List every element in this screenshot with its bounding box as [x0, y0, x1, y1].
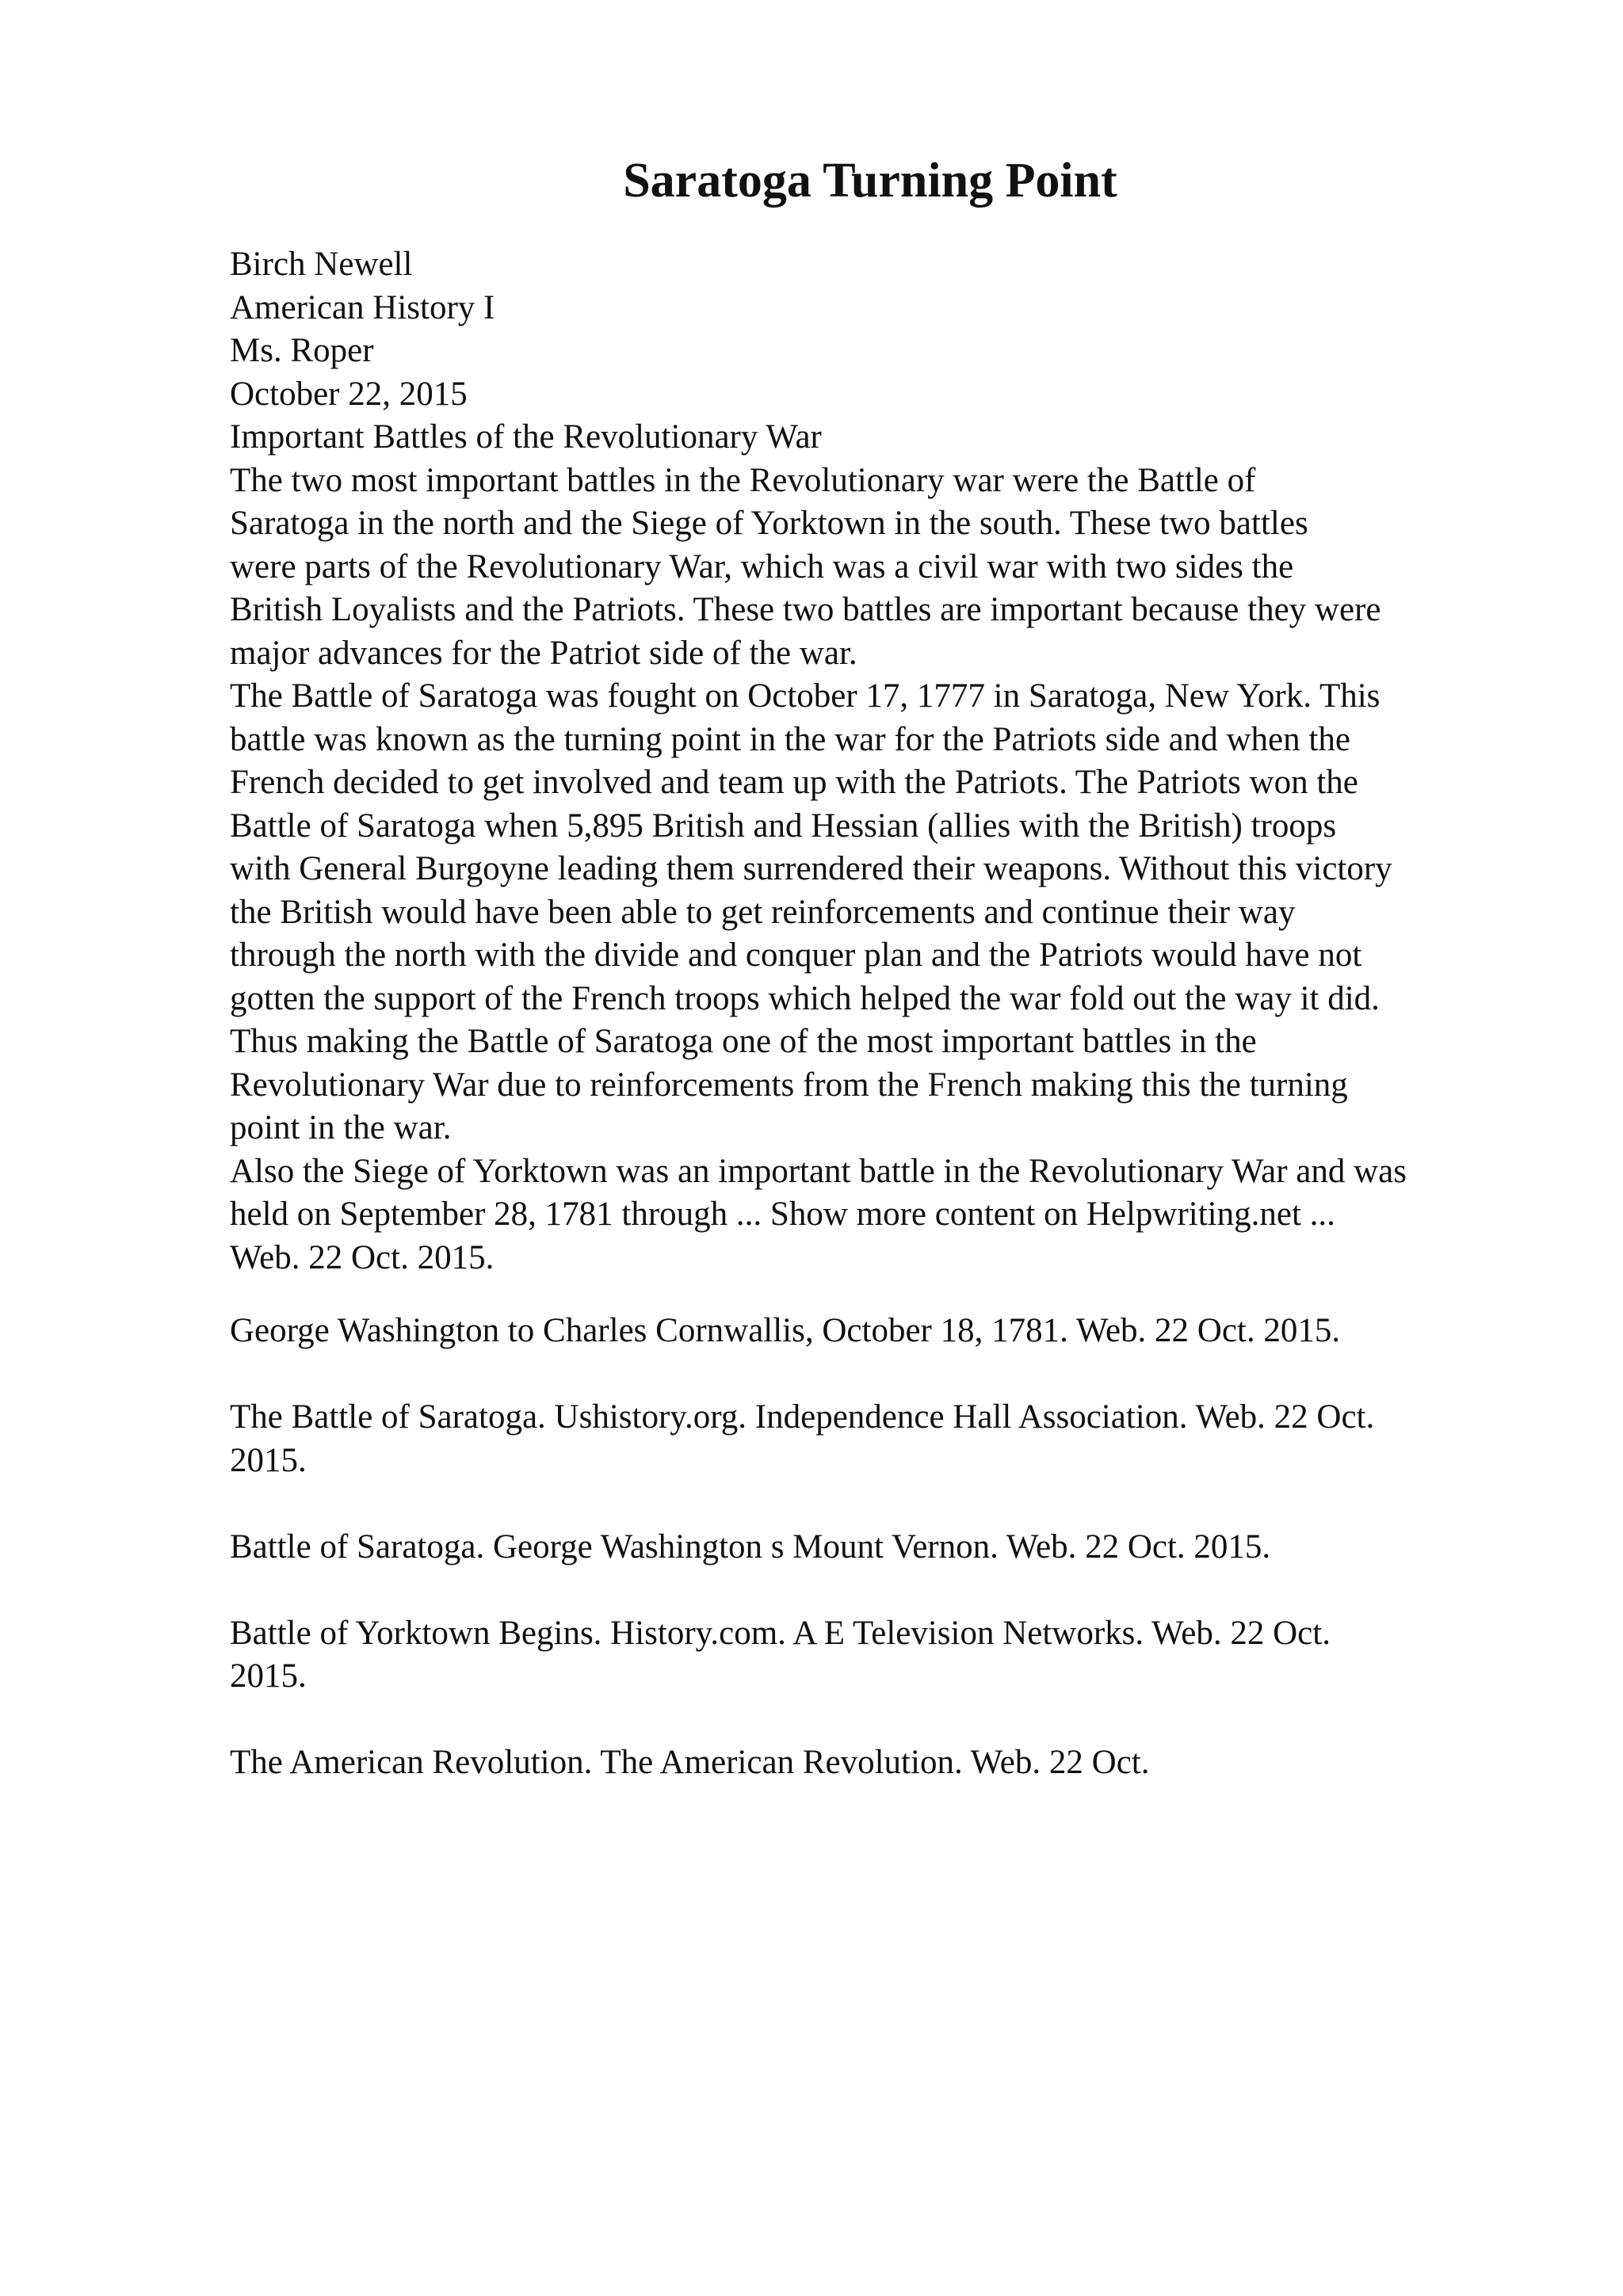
body-line: French decided to get involved and team up with the Patriots. The Patriots won the	[230, 764, 1358, 801]
reference-entry	[230, 1612, 1529, 1699]
reference-entry	[230, 1741, 1529, 1785]
reference-entry	[230, 1396, 1529, 1482]
essay-heading: Important Battles of the Revolutionary War	[230, 418, 822, 456]
reference-line: The Battle of Saratoga. Ushistory.org. Independence Hall Association. Web. 22 Oct.	[230, 1398, 1375, 1436]
body-line: Battle of Saratoga when 5,895 British and Hessian (allies with the British) troops	[230, 807, 1337, 845]
author-name: Birch Newell	[230, 246, 413, 283]
body-line: with General Burgoyne leading them surrendered their weapons. Without this victory	[230, 850, 1392, 887]
document-date: October 22, 2015	[230, 375, 468, 413]
course-name: American History I	[230, 288, 495, 326]
body-line: gotten the support of the French troops which helped the war fold out the way it did.	[230, 979, 1380, 1017]
references-list	[230, 1310, 1529, 1828]
body-line: The Battle of Saratoga was fought on October 17, 1777 in Saratoga, New York. This	[230, 677, 1381, 715]
body-line: The two most important battles in the Revolutionary war were the Battle of	[230, 461, 1256, 499]
reference-line: 2015.	[230, 1441, 307, 1479]
body-line: Revolutionary War due to reinforcements from the French making this the turning	[230, 1066, 1348, 1104]
body-line: held on September 28, 1781 through ... Show more content on Helpwriting.net ...	[230, 1196, 1335, 1233]
body-line: Web. 22 Oct. 2015.	[230, 1238, 495, 1276]
body-line: Thus making the Battle of Saratoga one of the most important battles in the	[230, 1023, 1257, 1060]
reference-entry	[230, 1310, 1529, 1353]
reference-line: Battle of Yorktown Begins. History.com. A E Television Networks. Web. 22 Oct.	[230, 1614, 1331, 1652]
reference-line: The American Revolution. The American Revolution. Web. 22 Oct.	[230, 1744, 1150, 1781]
body-line: through the north with the divide and conquer plan and the Patriots would have not	[230, 936, 1362, 974]
reference-entry	[230, 1526, 1529, 1569]
body-line: major advances for the Patriot side of the war.	[230, 634, 857, 672]
body-line: Also the Siege of Yorktown was an important battle in the Revolutionary War and was	[230, 1152, 1407, 1190]
document-title: Saratoga Turning Point	[623, 154, 1117, 208]
document-body	[230, 243, 1529, 1280]
teacher-name: Ms. Roper	[230, 332, 374, 369]
body-line: Saratoga in the north and the Siege of Yorktown in the south. These two battles	[230, 505, 1308, 542]
body-line: battle was known as the turning point in the war for the Patriots side and when the	[230, 720, 1350, 758]
reference-line: George Washington to Charles Cornwallis, October 18, 1781. Web. 22 Oct. 2015.	[230, 1312, 1341, 1349]
reference-line: Battle of Saratoga. George Washington s Mount Vernon. Web. 22 Oct. 2015.	[230, 1527, 1271, 1566]
body-line: the British would have been able to get reinforcements and continue their way	[230, 893, 1296, 931]
body-line: point in the war.	[230, 1109, 452, 1146]
reference-line: 2015.	[230, 1657, 307, 1695]
body-line: were parts of the Revolutionary War, which was a civil war with two sides the	[230, 547, 1294, 585]
body-line: British Loyalists and the Patriots. These two battles are important because they were	[230, 591, 1381, 628]
